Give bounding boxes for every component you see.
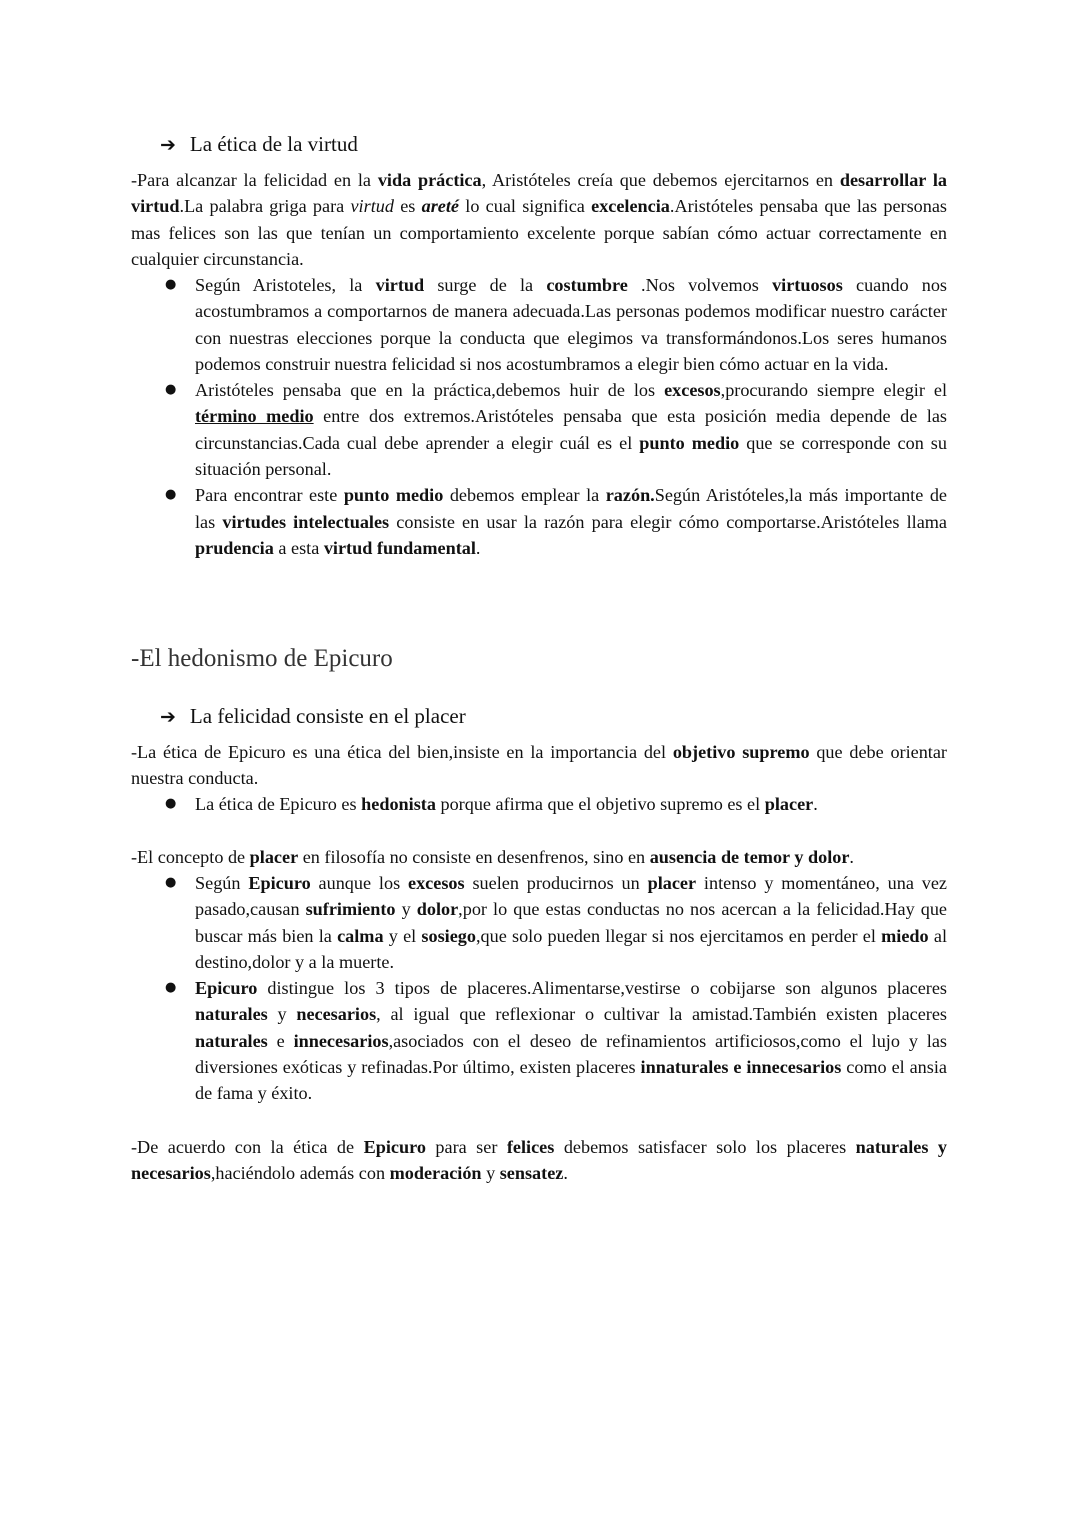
text-run: .Aristóteles pensaba que las personas mas felices son las que tenían un comportamiento excelente porque sabían cómo actuar correctamente en cualquier circunstancia. [131, 196, 947, 269]
text-run: -El concepto de [131, 847, 250, 867]
text-run: , al igual que reflexionar o cultivar la amistad.También existen placeres [376, 1004, 948, 1025]
text-run: sensatez [499, 1163, 564, 1184]
text-run: desarrollar la virtud [131, 170, 947, 217]
text-run: hedonista [361, 794, 436, 814]
text-run: . [475, 537, 481, 558]
text-run: Epicuro [363, 1137, 426, 1157]
text-run: .La palabra griga para [179, 196, 351, 217]
text-run: innecesarios [293, 1030, 389, 1051]
text-run: Según Aristóteles,la más importante de las [195, 485, 947, 532]
text-run: porque afirma que el objetivo supremo es el [435, 794, 765, 814]
list-item [195, 870, 947, 975]
text-run: placer [249, 847, 299, 867]
bullet-list-virtue [195, 272, 947, 561]
list-item [195, 975, 947, 1106]
text-run: . [563, 1163, 568, 1184]
text-run: suelen producirnos un [464, 873, 648, 893]
text-run: y [395, 899, 417, 920]
text-run: entre dos extremos.Aristóteles pensaba que esta posición media depende de las circunstancias.Cada cual debe aprender a elegir cuál es el [195, 406, 947, 453]
section-title-hedonism: -El hedonismo de Epicuro [131, 645, 393, 672]
text-run: Epicuro [248, 873, 311, 893]
text-run: naturales [195, 1004, 268, 1025]
text-run: ,por lo que estas conductas no nos acercan a la felicidad.Hay que buscar más bien la [195, 899, 947, 946]
text-run: y el [383, 925, 422, 946]
arrow-icon: ➔ [160, 706, 176, 728]
arrow-icon: ➔ [160, 134, 176, 156]
text-run: , Aristóteles creía que debemos ejercitarnos en [481, 170, 840, 190]
text-run: Para encontrar este [195, 485, 344, 506]
text-run: sufrimiento [305, 899, 396, 920]
paragraph-pleasure-concept [131, 844, 947, 870]
text-run: La ética de Epicuro es [195, 794, 362, 814]
text-run: que debe orientar nuestra conducta. [131, 742, 947, 789]
text-run: excesos [408, 873, 465, 893]
text-run: excesos [664, 380, 721, 401]
text-run: sosiego [421, 925, 476, 946]
text-run: aunque los [310, 873, 409, 893]
text-run: -Para alcanzar la felicidad en la [131, 170, 378, 190]
text-run: ,que solo pueden llegar si nos ejercitamos en perder el [475, 925, 882, 946]
text-run: naturales y necesarios [131, 1137, 947, 1184]
text-run: cuando nos acostumbramos a comportarnos de manera adecuada.Las personas podemos modificar nuestro carácter con nuestras elecciones porque la conducta que elegimos va transformándonos.Los seres humanos podemos construir nuestra felicidad si nos acostumbramos a elegir bien cómo actuar en la vida. [195, 275, 948, 374]
text-run: Epicuro [195, 978, 258, 999]
text-run: Según Aristoteles, la [195, 275, 376, 295]
text-run: ,haciéndolo además con [210, 1163, 390, 1184]
paragraph-epicurus-intro [131, 739, 947, 792]
text-run: necesarios [296, 1004, 377, 1025]
text-run: naturales [195, 1030, 268, 1051]
text-run: debemos emplear la [443, 485, 606, 506]
text-run: placer [764, 794, 814, 814]
text-run: -De acuerdo con la ética de [131, 1137, 364, 1157]
list-item [195, 482, 947, 561]
text-run: moderación [389, 1163, 482, 1184]
paragraph-conclusion [131, 1134, 947, 1187]
text-run: dolor [416, 899, 459, 920]
text-run: en filosofía no consiste en desenfrenos, sino en [298, 847, 650, 867]
text-run: a esta [273, 537, 324, 558]
text-run: prudencia [195, 537, 274, 558]
text-run: virtud [350, 196, 394, 217]
text-run: que se corresponde con su situación personal. [195, 432, 947, 480]
text-run: calma [337, 925, 384, 946]
text-run: y [267, 1004, 297, 1025]
bullet-list-pleasures [195, 870, 947, 1107]
text-run: miedo [881, 925, 929, 946]
text-run: punto medio [343, 485, 444, 506]
text-run: vida práctica [377, 170, 482, 190]
text-run: objetivo supremo [672, 742, 810, 762]
text-run: -La ética de Epicuro es una ética del bien,insiste en la importancia del [131, 742, 673, 762]
text-run: distingue los 3 tipos de placeres.Alimentarse,vestirse o cobijarse son algunos placeres [257, 978, 947, 999]
bullet-list-hedonism [195, 791, 947, 817]
text-run: lo cual significa [459, 196, 592, 217]
text-run: como el ansia de fama y éxito. [195, 1057, 947, 1104]
text-run: virtuosos [772, 275, 843, 295]
text-run: surge de la [424, 275, 547, 295]
text-run: razón. [605, 485, 655, 506]
subheading-virtue-ethics [160, 131, 358, 158]
text-run: y [481, 1163, 500, 1184]
text-run: punto medio [639, 432, 740, 453]
text-run: Según [195, 873, 249, 893]
text-run: . [849, 847, 854, 867]
subheading-text: La ética de la virtud [189, 132, 358, 156]
list-item [195, 377, 947, 482]
text-run: . [813, 794, 818, 814]
text-run: Aristóteles pensaba que en la práctica,debemos huir de los [195, 380, 665, 401]
text-run: costumbre [546, 275, 628, 295]
text-run: placer [647, 873, 697, 893]
list-item [195, 272, 947, 377]
text-run: consiste en usar la razón para elegir cómo comportarse.Aristóteles llama [389, 511, 947, 532]
paragraph-virtue-intro [131, 167, 947, 272]
text-run: virtud [375, 275, 425, 295]
text-run: para ser [425, 1137, 507, 1157]
text-run: innaturales e innecesarios [640, 1057, 842, 1078]
text-run: intenso y momentáneo, una vez pasado,causan [195, 873, 948, 920]
subheading-text: La felicidad consiste en el placer [189, 704, 466, 728]
text-run: virtud fundamental [323, 537, 476, 558]
text-run: excelencia [591, 196, 670, 217]
text-run: término medio [195, 406, 314, 427]
text-run: es [393, 196, 422, 217]
text-run: areté [421, 196, 459, 217]
text-run: ausencia de temor y dolor [649, 847, 850, 867]
text-run: felices [506, 1137, 555, 1157]
text-run: .Nos volvemos [627, 275, 773, 295]
text-run: ,asociados con el deseo de refinamientos artificiosos,como el lujo y las diversiones exóticas y refinadas.Por último, existen placeres [195, 1030, 947, 1078]
text-run: virtudes intelectuales [222, 511, 390, 532]
text-run: ,procurando siempre elegir el [720, 380, 948, 401]
text-run: e [267, 1030, 294, 1051]
text-run: al destino,dolor y a la muerte. [195, 925, 947, 972]
text-run: debemos satisfacer solo los placeres [554, 1137, 856, 1157]
list-item [195, 791, 947, 817]
subheading-pleasure [160, 703, 466, 730]
